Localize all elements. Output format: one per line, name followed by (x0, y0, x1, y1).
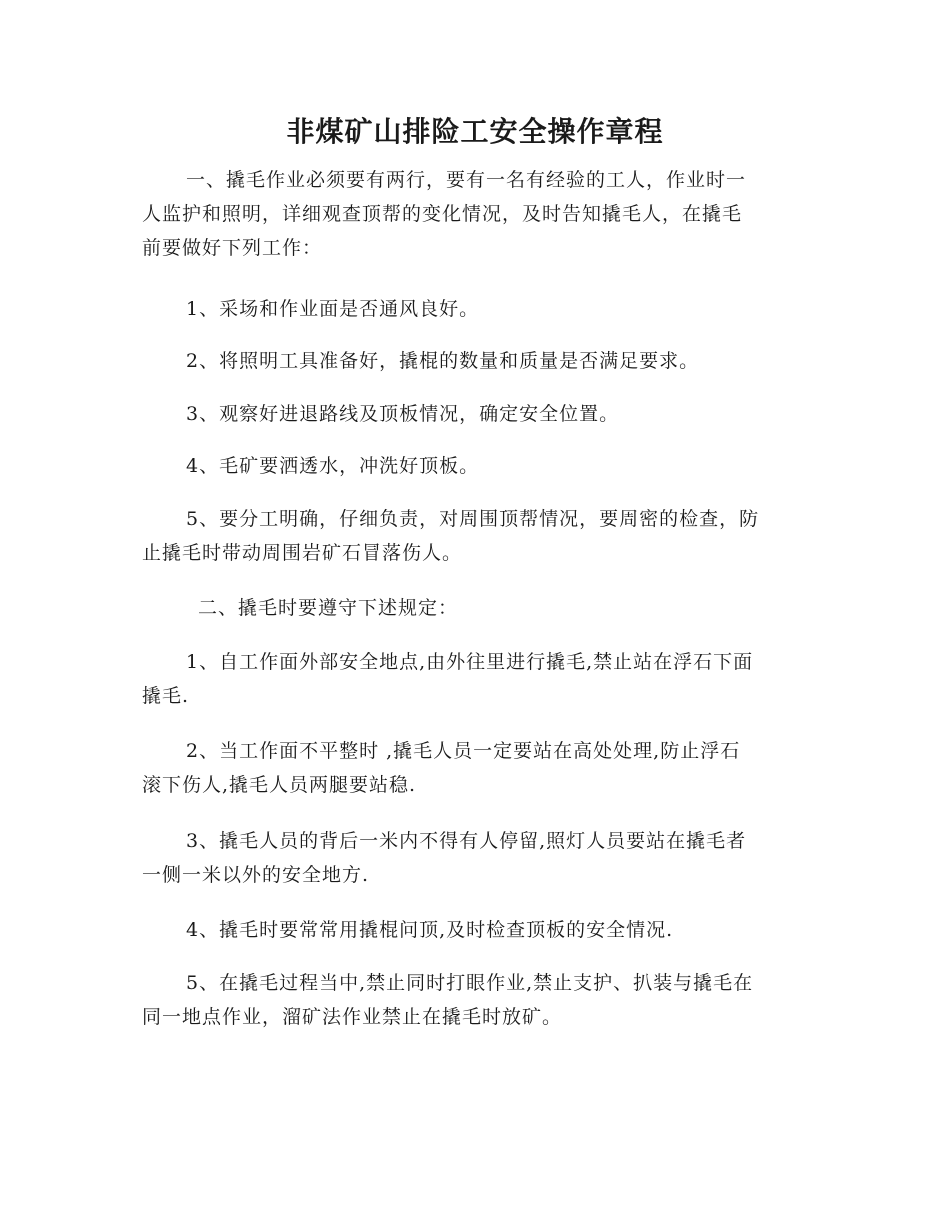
document-title: 非煤矿山排险工安全操作章程 (286, 115, 664, 148)
paragraph-line: 前要做好下列工作： (142, 237, 323, 259)
list-item-2-3 (142, 824, 810, 892)
list-item-2-1 (142, 645, 810, 713)
list-item-2-4 (142, 913, 810, 947)
paragraph-line: 止撬毛时带动周围岩矿石冒落伤人。 (142, 542, 463, 564)
paragraph-line: 4、毛矿要洒透水，冲洗好顶板。 (186, 455, 480, 477)
paragraph-line: 人监护和照明，详细观查顶帮的变化情况，及时告知撬毛人，在撬毛 (142, 203, 743, 225)
paragraph-line: 4、撬毛时要常常用撬棍问顶,及时检查顶板的安全情况. (186, 919, 674, 941)
paragraph-line: 3、观察好进退路线及顶板情况，确定安全位置。 (186, 403, 620, 425)
paragraph-line: 5、要分工明确，仔细负责，对周围顶帮情况，要周密的检查，防 (186, 508, 760, 530)
paragraph-line: 2、当工作面不平整时 ,撬毛人员一定要站在高处处理,防止浮石 (186, 740, 741, 762)
paragraph-line: 一、撬毛作业必须要有两行，要有一名有经验的工人，作业时一 (186, 169, 747, 191)
list-item-2-2 (142, 734, 810, 802)
list-item-1-2 (142, 344, 810, 378)
paragraph-line: 1、采场和作业面是否通风良好。 (186, 298, 480, 320)
list-item-1-3 (142, 397, 810, 431)
paragraph-line: 1、自工作面外部安全地点,由外往里进行撬毛,禁止站在浮石下面 (186, 651, 754, 673)
list-item-1-5 (142, 502, 810, 570)
section-two-heading (142, 591, 810, 625)
list-item-2-5 (142, 966, 810, 1034)
paragraph-line: 3、撬毛人员的背后一米内不得有人停留,照灯人员要站在撬毛者 (186, 830, 747, 852)
paragraph-section-one-intro (142, 163, 810, 265)
paragraph-line: 同一地点作业，溜矿法作业禁止在撬毛时放矿。 (142, 1006, 563, 1028)
paragraph-line: 一侧一米以外的安全地方. (142, 864, 370, 886)
paragraph-line: 5、在撬毛过程当中,禁止同时打眼作业,禁止支护、扒装与撬毛在 (186, 972, 754, 994)
paragraph-line: 二、撬毛时要遵守下述规定： (198, 597, 459, 619)
list-item-1-4 (142, 449, 810, 483)
paragraph-line: 2、将照明工具准备好，撬棍的数量和质量是否满足要求。 (186, 350, 700, 372)
paragraph-line: 滚下伤人,撬毛人员两腿要站稳. (142, 774, 417, 796)
paragraph-line: 撬毛. (142, 685, 190, 707)
list-item-1-1 (142, 292, 810, 326)
